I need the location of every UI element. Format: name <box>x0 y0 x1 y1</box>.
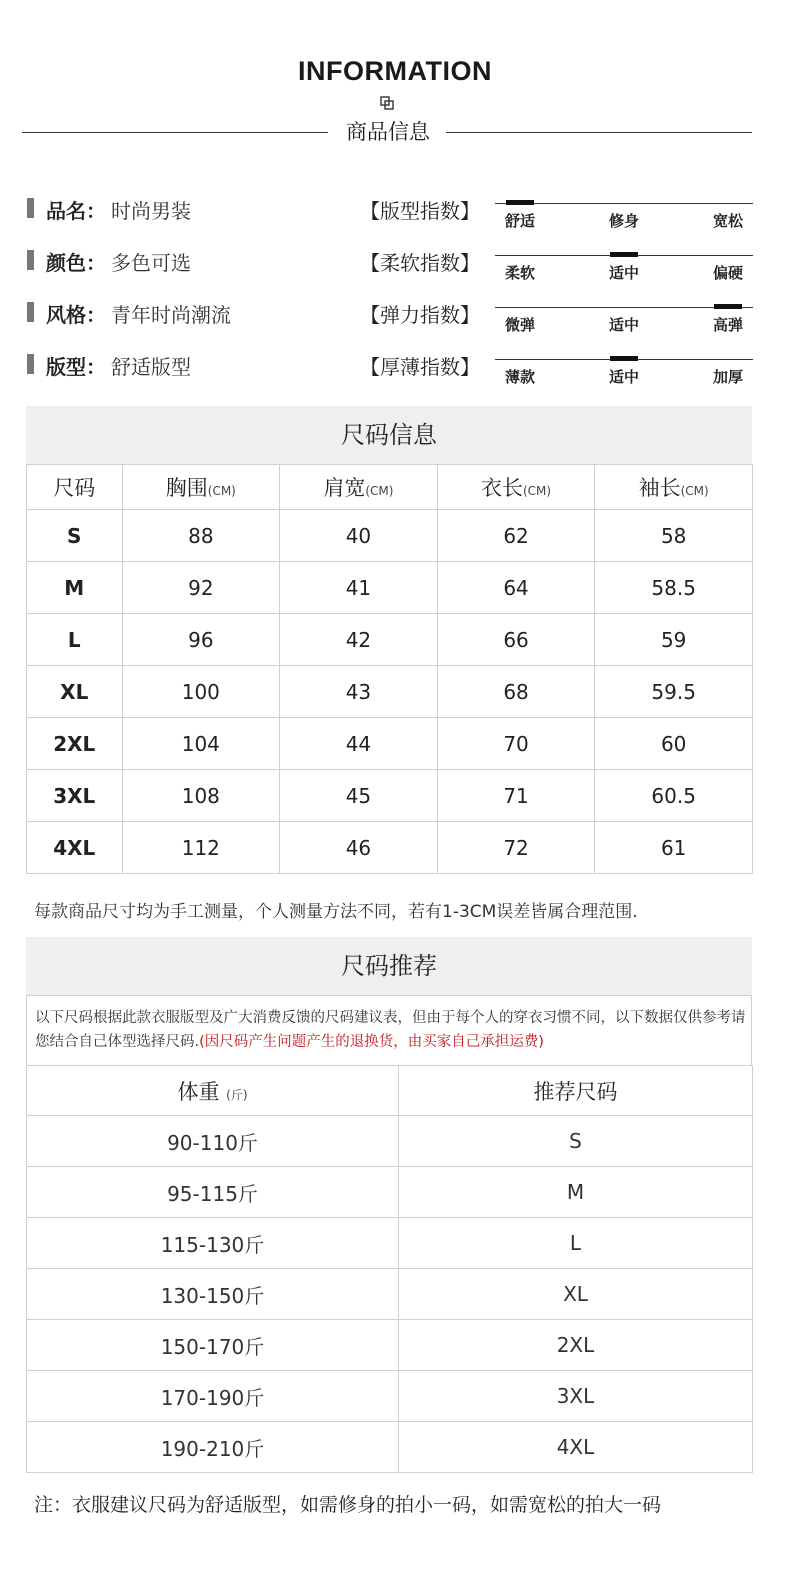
table-cell: 68 <box>437 666 595 718</box>
recommend-table <box>26 1065 753 1473</box>
table-cell: 60.5 <box>595 770 753 822</box>
table-cell: 170-190斤 <box>27 1371 399 1422</box>
unit-label: (斤) <box>226 1087 248 1102</box>
column-header <box>437 465 595 510</box>
scale-marker <box>714 304 742 309</box>
fit-advice-note: 注：衣服建议尺码为舒适版型，如需修身的拍小一码，如需宽松的拍大一码 <box>34 1494 662 1516</box>
header-text: 体重 <box>177 1079 220 1104</box>
scale-word: 适中 <box>608 316 639 334</box>
header-divider-left <box>22 132 328 133</box>
column-header <box>27 1066 399 1116</box>
table-row <box>27 510 753 562</box>
table-cell: 112 <box>122 822 280 874</box>
bullet-bar <box>27 354 34 374</box>
table-cell: 64 <box>437 562 595 614</box>
column-header <box>122 465 280 510</box>
index-label: 【弹力指数】 <box>360 303 480 327</box>
table-cell: 43 <box>280 666 438 718</box>
table-cell: 42 <box>280 614 438 666</box>
scale-marker <box>610 356 638 361</box>
header-text: 尺码 <box>53 476 96 500</box>
table-row <box>27 718 753 770</box>
table-row <box>27 614 753 666</box>
table-header-row <box>27 465 753 510</box>
size-cell: L <box>27 614 123 666</box>
index-label: 【版型指数】 <box>360 199 480 223</box>
table-row <box>27 562 753 614</box>
unit-label: (CM) <box>680 484 709 498</box>
scale-word: 加厚 <box>712 368 743 386</box>
table-cell: 90-110斤 <box>27 1116 399 1167</box>
table-cell: L <box>399 1218 753 1269</box>
description-text: 以下尺码根据此款衣服版型及广大消费反馈的尺码建议表，但由于每个人的穿衣习惯不同，以下数据仅供参考请您结合自己体型选择尺码. <box>35 1010 746 1050</box>
table-row <box>27 1422 753 1473</box>
table-header-row <box>27 1066 753 1116</box>
table-cell: 96 <box>122 614 280 666</box>
scale-word: 适中 <box>608 264 639 282</box>
attribute-label: 品名： <box>46 199 106 223</box>
table-cell: 61 <box>595 822 753 874</box>
table-cell: 3XL <box>399 1371 753 1422</box>
attribute-label: 风格： <box>46 303 106 327</box>
column-header <box>595 465 753 510</box>
recommend-title: 尺码推荐 <box>26 937 752 995</box>
size-info-title: 尺码信息 <box>26 406 752 464</box>
table-cell: 58 <box>595 510 753 562</box>
index-label: 【柔软指数】 <box>360 251 480 275</box>
scale-marker <box>610 252 638 257</box>
table-cell: 2XL <box>399 1320 753 1371</box>
unit-label: (CM) <box>522 484 552 498</box>
table-cell: 100 <box>122 666 280 718</box>
table-row <box>27 1320 753 1371</box>
scale-word: 高弹 <box>712 316 743 334</box>
table-cell: 58.5 <box>595 562 753 614</box>
table-cell: S <box>399 1116 753 1167</box>
table-cell: 150-170斤 <box>27 1320 399 1371</box>
measurement-note: 每款商品尺寸均为手工测量，个人测量方法不同，若有1-3CM误差皆属合理范围. <box>34 902 638 922</box>
scale-word: 偏硬 <box>712 264 743 282</box>
information-title: INFORMATION <box>298 56 492 86</box>
scale-word: 宽松 <box>712 212 743 230</box>
table-cell: 92 <box>122 562 280 614</box>
attribute-value: 时尚男装 <box>111 199 191 223</box>
table-cell: 115-130斤 <box>27 1218 399 1269</box>
table-row <box>27 1269 753 1320</box>
table-cell: XL <box>399 1269 753 1320</box>
size-cell: 2XL <box>27 718 123 770</box>
scale-word: 薄款 <box>504 368 535 386</box>
table-cell: M <box>399 1167 753 1218</box>
overlap-squares-icon <box>380 96 394 110</box>
scale-word: 适中 <box>608 368 639 386</box>
table-cell: 44 <box>280 718 438 770</box>
recommend-description-box <box>26 995 752 1065</box>
bullet-bar <box>27 302 34 322</box>
table-cell: 104 <box>122 718 280 770</box>
section-subtitle: 商品信息 <box>346 120 430 144</box>
unit-label: (CM) <box>365 484 394 498</box>
bullet-bar <box>27 250 34 270</box>
table-cell: 66 <box>437 614 595 666</box>
header-text: 袖长 <box>638 476 681 500</box>
shipping-warning: (因尺码产生问题产生的退换货，由买家自己承担运费) <box>199 1034 544 1050</box>
table-cell: 70 <box>437 718 595 770</box>
size-cell: XL <box>27 666 123 718</box>
table-cell: 72 <box>437 822 595 874</box>
table-row <box>27 1371 753 1422</box>
table-row <box>27 1218 753 1269</box>
column-header <box>27 465 123 510</box>
table-cell: 59 <box>595 614 753 666</box>
header-text: 衣长 <box>480 476 523 500</box>
size-cell: S <box>27 510 123 562</box>
column-header: 推荐尺码 <box>399 1066 753 1116</box>
index-label: 【厚薄指数】 <box>360 355 480 379</box>
attribute-value: 多色可选 <box>111 251 191 275</box>
scale-word: 修身 <box>608 212 639 230</box>
table-cell: 130-150斤 <box>27 1269 399 1320</box>
column-header <box>280 465 438 510</box>
table-cell: 40 <box>280 510 438 562</box>
attribute-value: 青年时尚潮流 <box>111 303 231 327</box>
bullet-bar <box>27 198 34 218</box>
table-cell: 59.5 <box>595 666 753 718</box>
size-cell: M <box>27 562 123 614</box>
header-text: 肩宽 <box>323 476 366 500</box>
table-row <box>27 1116 753 1167</box>
size-cell: 4XL <box>27 822 123 874</box>
table-cell: 46 <box>280 822 438 874</box>
table-row <box>27 1167 753 1218</box>
header-text: 胸围 <box>165 476 208 500</box>
table-cell: 60 <box>595 718 753 770</box>
size-cell: 3XL <box>27 770 123 822</box>
table-row <box>27 822 753 874</box>
table-cell: 4XL <box>399 1422 753 1473</box>
scale-word: 微弹 <box>504 316 535 334</box>
table-cell: 190-210斤 <box>27 1422 399 1473</box>
attribute-label: 版型： <box>46 355 106 379</box>
table-row <box>27 770 753 822</box>
table-cell: 88 <box>122 510 280 562</box>
scale-marker <box>506 200 534 205</box>
table-cell: 95-115斤 <box>27 1167 399 1218</box>
attribute-value: 舒适版型 <box>111 355 191 379</box>
unit-label: (CM) <box>207 484 236 498</box>
attribute-label: 颜色： <box>46 251 106 275</box>
size-table <box>26 464 753 874</box>
table-cell: 41 <box>280 562 438 614</box>
table-cell: 45 <box>280 770 438 822</box>
recommend-description <box>35 1006 751 1054</box>
table-cell: 62 <box>437 510 595 562</box>
scale-word: 柔软 <box>504 264 535 282</box>
table-row <box>27 666 753 718</box>
header-divider-right <box>446 132 752 133</box>
table-cell: 71 <box>437 770 595 822</box>
table-cell: 108 <box>122 770 280 822</box>
scale-word: 舒适 <box>504 212 535 230</box>
